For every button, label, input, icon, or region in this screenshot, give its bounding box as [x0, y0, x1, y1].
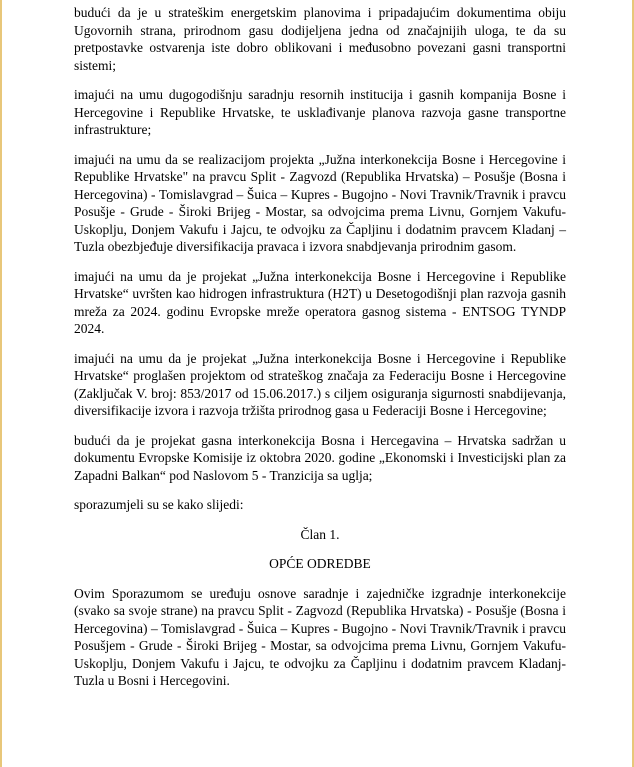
- article-body: Ovim Sporazumom se uređuju osnove saradnje i zajedničke izgradnje interkonekcije (svako sa svoje strane) na pravcu Split - Zagvozd (Republika Hrvatska) - Posušje (Bosna i Hercegovina) – Tomislavgrad - Šuica – Kupres - Bugojno - Novi Travnik/Travnik i pravcu Posušjem - Grude - Široki Brijeg - Mostar, sa odvojcima prema Livnu, Gornjem Vakufu-Uskoplju, Donjem Vakufu i Jajcu, te odvojku za Čapljinu i dodatnim pravcem Kladanj-Tuzla u Bosni i Hercegovini.: [74, 585, 566, 688]
- document-body: [74, 4, 566, 702]
- paragraph-strategic-significance: imajući na umu da je projekat „Južna interkonekcija Bosne i Hercegovine i Republike Hrvatske“ proglašen projektom od strateškog značaja za Federaciju Bosne i Hercegovine (Zaključak V. broj: 853/2017 od 15.06.2017.) s ciljem osiguranja sigurnosti snabdijevanja, diversifikacije izvora i razvoja tržišta prirodnog gasa u Federaciji Bosne i Hercegovine;: [74, 350, 566, 418]
- page-border-left: [0, 0, 2, 767]
- paragraph-project-realization: imajući na umu da se realizacijom projekta „Južna interkonekcija Bosne i Hercegovine i Republike Hrvatske" na pravcu Split - Zagvozd (Republika Hrvatska) – Posušje (Bosna i Hercegovina) - Tomislavgrad – Šuica – Kupres - Bugojno - Novi Travnik/Travnik i pravcu Posušje - Grude - Široki Brijeg - Mostar, sa odvojcima prema Livnu, Gornjem Vakufu-Uskoplju, Donjem Vakufu i Jajcu, te odvojku za Čapljinu i dodatnim pravcem Kladanj – Tuzla obezbjeđuje diversifikacija pravaca i izvora snabdjevanja prirodnim gasom.: [74, 151, 566, 254]
- article-number: Član 1.: [300, 526, 340, 542]
- article-title: OPĆE ODREDBE: [269, 556, 371, 571]
- paragraph-entsog-tyndp: imajući na umu da je projekat „Južna interkonekcija Bosne i Hercegovine i Republike Hrvatske“ uvršten kao hidrogen infrastruktura (H2T) u Desetogodišnji plan razvoja gasnih mreža za 2024. godinu Evropske mreže operatora gasnog sistema - ENTSOG TYNDP 2024.: [74, 268, 566, 336]
- paragraph-energy-plans: budući da je u strateškim energetskim planovima i pripadajućim dokumentima obiju Ugovornih strana, prirodnom gasu dodijeljena jedna od značajnijih uloga, te da su pretpostavke ostvarenja iste dobro oblikovani i međusobno povezani gasni transportni sistemi;: [74, 5, 566, 73]
- paragraph-agreement-intro: sporazumjeli su se kako slijedi:: [74, 497, 244, 512]
- paragraph-cooperation: imajući na umu dugogodišnju saradnju resornih institucija i gasnih kompanija Bosne i Hercegovine i Republike Hrvatske, te usklađivanje planova razvoja gasne transportne infrastrukture;: [74, 87, 566, 137]
- paragraph-eu-investment-plan: budući da je projekat gasna interkonekcija Bosna i Hercegavina – Hrvatska sadržan u dokumentu Evropske Komisije iz oktobra 2020. godine „Ekonomski i Investicijski plan za Zapadni Balkan“ pod Naslovom 5 - Tranzicija sa uglja;: [74, 432, 566, 483]
